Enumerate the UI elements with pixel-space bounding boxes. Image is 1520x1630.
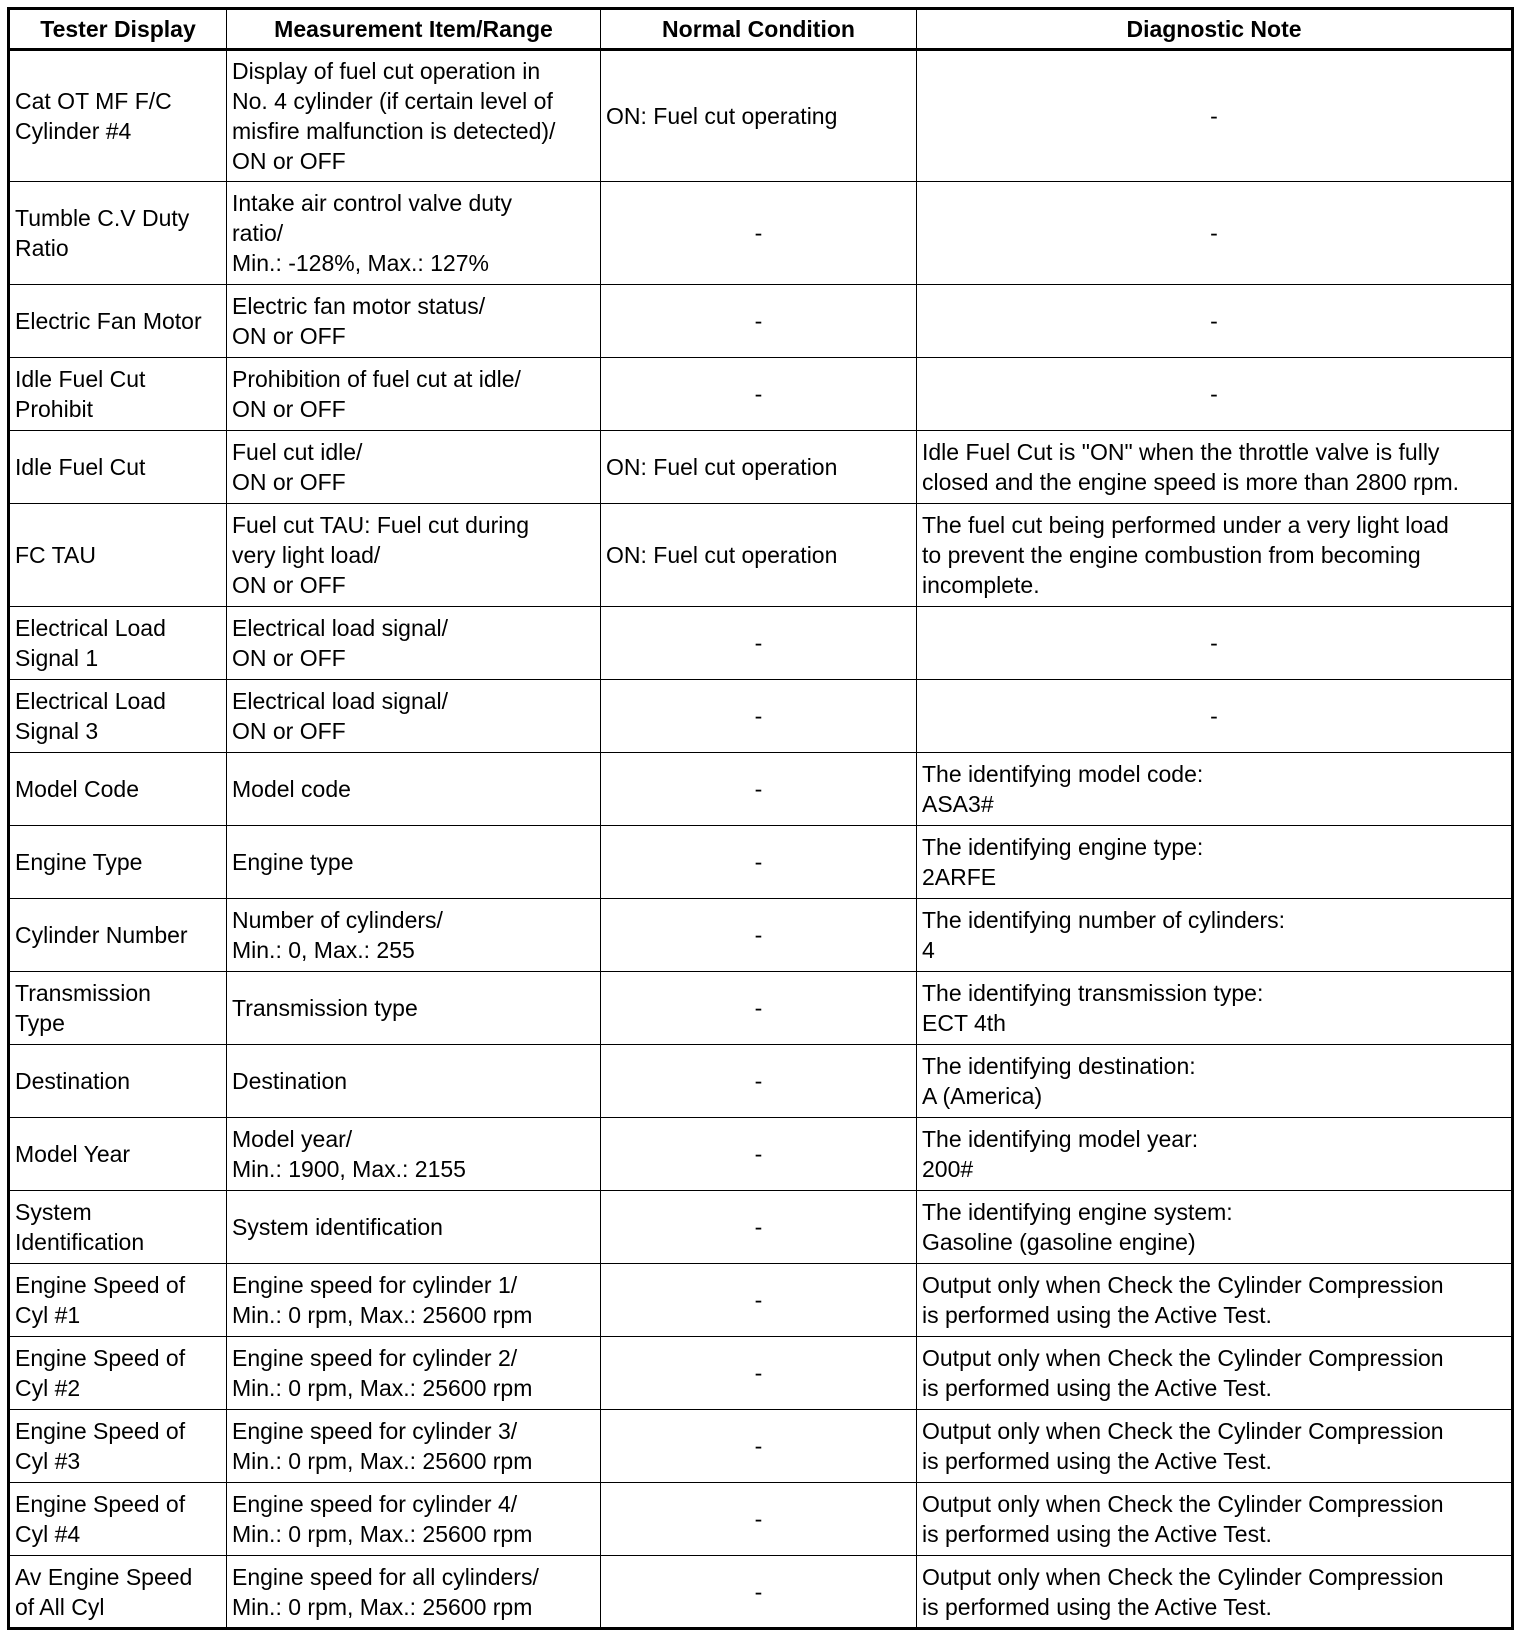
cell-tester-display: Model Year <box>9 1118 227 1191</box>
cell-normal-condition: - <box>601 182 917 285</box>
cell-normal-condition: - <box>601 680 917 753</box>
cell-measurement-item: System identification <box>227 1191 601 1264</box>
cell-measurement-item: Electrical load signal/ ON or OFF <box>227 680 601 753</box>
data-table <box>7 7 1514 1630</box>
cell-diagnostic-note: The identifying model code: ASA3# <box>917 753 1513 826</box>
cell-measurement-item: Electrical load signal/ ON or OFF <box>227 607 601 680</box>
table-row <box>9 680 1513 753</box>
cell-tester-display: Model Code <box>9 753 227 826</box>
cell-measurement-item: Fuel cut TAU: Fuel cut during very light load/ ON or OFF <box>227 504 601 607</box>
cell-tester-display: FC TAU <box>9 504 227 607</box>
table-row <box>9 431 1513 504</box>
cell-tester-display: Electrical Load Signal 3 <box>9 680 227 753</box>
cell-normal-condition: - <box>601 1191 917 1264</box>
header-measurement-item: Measurement Item/Range <box>227 9 601 50</box>
table-row <box>9 1483 1513 1556</box>
table-row <box>9 1264 1513 1337</box>
cell-diagnostic-note: - <box>917 607 1513 680</box>
cell-tester-display: Cylinder Number <box>9 899 227 972</box>
cell-diagnostic-note: Output only when Check the Cylinder Compression is performed using the Active Test. <box>917 1264 1513 1337</box>
cell-measurement-item: Engine speed for all cylinders/ Min.: 0 rpm, Max.: 25600 rpm <box>227 1556 601 1629</box>
cell-normal-condition: - <box>601 899 917 972</box>
cell-measurement-item: Intake air control valve duty ratio/ Min.: -128%, Max.: 127% <box>227 182 601 285</box>
header-normal-condition: Normal Condition <box>601 9 917 50</box>
cell-normal-condition: - <box>601 1483 917 1556</box>
cell-diagnostic-note: - <box>917 680 1513 753</box>
cell-diagnostic-note: - <box>917 358 1513 431</box>
table-row <box>9 972 1513 1045</box>
cell-measurement-item: Prohibition of fuel cut at idle/ ON or OFF <box>227 358 601 431</box>
cell-normal-condition: ON: Fuel cut operating <box>601 50 917 182</box>
cell-normal-condition: - <box>601 1264 917 1337</box>
cell-measurement-item: Engine speed for cylinder 4/ Min.: 0 rpm, Max.: 25600 rpm <box>227 1483 601 1556</box>
cell-diagnostic-note: The fuel cut being performed under a very light load to prevent the engine combustion from becoming incomplete. <box>917 504 1513 607</box>
cell-measurement-item: Model code <box>227 753 601 826</box>
cell-normal-condition: - <box>601 1118 917 1191</box>
cell-tester-display: Tumble C.V Duty Ratio <box>9 182 227 285</box>
cell-normal-condition: - <box>601 1556 917 1629</box>
cell-diagnostic-note: Idle Fuel Cut is "ON" when the throttle valve is fully closed and the engine speed is more than 2800 rpm. <box>917 431 1513 504</box>
cell-measurement-item: Destination <box>227 1045 601 1118</box>
table-row <box>9 182 1513 285</box>
cell-diagnostic-note: Output only when Check the Cylinder Compression is performed using the Active Test. <box>917 1483 1513 1556</box>
cell-measurement-item: Transmission type <box>227 972 601 1045</box>
cell-tester-display: Engine Speed of Cyl #2 <box>9 1337 227 1410</box>
cell-normal-condition: - <box>601 972 917 1045</box>
table-row <box>9 504 1513 607</box>
table-row <box>9 1045 1513 1118</box>
cell-normal-condition: ON: Fuel cut operation <box>601 504 917 607</box>
cell-diagnostic-note: The identifying engine system: Gasoline (gasoline engine) <box>917 1191 1513 1264</box>
table-row <box>9 1410 1513 1483</box>
table-row <box>9 358 1513 431</box>
cell-diagnostic-note: The identifying engine type: 2ARFE <box>917 826 1513 899</box>
cell-diagnostic-note: Output only when Check the Cylinder Compression is performed using the Active Test. <box>917 1410 1513 1483</box>
cell-diagnostic-note: The identifying number of cylinders: 4 <box>917 899 1513 972</box>
cell-measurement-item: Engine speed for cylinder 3/ Min.: 0 rpm, Max.: 25600 rpm <box>227 1410 601 1483</box>
table-row <box>9 285 1513 358</box>
cell-normal-condition: - <box>601 1337 917 1410</box>
cell-measurement-item: Fuel cut idle/ ON or OFF <box>227 431 601 504</box>
cell-measurement-item: Display of fuel cut operation in No. 4 cylinder (if certain level of misfire malfunction is detected)/ ON or OFF <box>227 50 601 182</box>
cell-tester-display: Engine Speed of Cyl #4 <box>9 1483 227 1556</box>
header-tester-display: Tester Display <box>9 9 227 50</box>
cell-tester-display: Electric Fan Motor <box>9 285 227 358</box>
cell-tester-display: Idle Fuel Cut Prohibit <box>9 358 227 431</box>
cell-diagnostic-note: - <box>917 50 1513 182</box>
table-row <box>9 826 1513 899</box>
table-row <box>9 899 1513 972</box>
cell-diagnostic-note: - <box>917 182 1513 285</box>
cell-tester-display: Electrical Load Signal 1 <box>9 607 227 680</box>
table-row <box>9 1556 1513 1629</box>
cell-measurement-item: Engine speed for cylinder 2/ Min.: 0 rpm, Max.: 25600 rpm <box>227 1337 601 1410</box>
cell-tester-display: Cat OT MF F/C Cylinder #4 <box>9 50 227 182</box>
header-row <box>9 9 1513 50</box>
cell-diagnostic-note: The identifying model year: 200# <box>917 1118 1513 1191</box>
cell-tester-display: Av Engine Speed of All Cyl <box>9 1556 227 1629</box>
cell-tester-display: Destination <box>9 1045 227 1118</box>
cell-measurement-item: Engine type <box>227 826 601 899</box>
table-row <box>9 753 1513 826</box>
cell-measurement-item: Number of cylinders/ Min.: 0, Max.: 255 <box>227 899 601 972</box>
cell-normal-condition: - <box>601 285 917 358</box>
header-diagnostic-note: Diagnostic Note <box>917 9 1513 50</box>
cell-tester-display: System Identification <box>9 1191 227 1264</box>
cell-diagnostic-note: Output only when Check the Cylinder Compression is performed using the Active Test. <box>917 1556 1513 1629</box>
cell-tester-display: Idle Fuel Cut <box>9 431 227 504</box>
cell-diagnostic-note: - <box>917 285 1513 358</box>
cell-measurement-item: Model year/ Min.: 1900, Max.: 2155 <box>227 1118 601 1191</box>
cell-normal-condition: - <box>601 607 917 680</box>
cell-normal-condition: ON: Fuel cut operation <box>601 431 917 504</box>
cell-diagnostic-note: The identifying destination: A (America) <box>917 1045 1513 1118</box>
cell-measurement-item: Engine speed for cylinder 1/ Min.: 0 rpm, Max.: 25600 rpm <box>227 1264 601 1337</box>
cell-normal-condition: - <box>601 1045 917 1118</box>
cell-normal-condition: - <box>601 826 917 899</box>
cell-tester-display: Transmission Type <box>9 972 227 1045</box>
cell-tester-display: Engine Speed of Cyl #1 <box>9 1264 227 1337</box>
table-row <box>9 50 1513 182</box>
cell-normal-condition: - <box>601 1410 917 1483</box>
cell-normal-condition: - <box>601 753 917 826</box>
table-row <box>9 1191 1513 1264</box>
table-row <box>9 1118 1513 1191</box>
table-row <box>9 607 1513 680</box>
table-body <box>9 50 1513 1629</box>
cell-normal-condition: - <box>601 358 917 431</box>
cell-diagnostic-note: The identifying transmission type: ECT 4th <box>917 972 1513 1045</box>
cell-tester-display: Engine Speed of Cyl #3 <box>9 1410 227 1483</box>
cell-measurement-item: Electric fan motor status/ ON or OFF <box>227 285 601 358</box>
table-row <box>9 1337 1513 1410</box>
cell-tester-display: Engine Type <box>9 826 227 899</box>
cell-diagnostic-note: Output only when Check the Cylinder Compression is performed using the Active Test. <box>917 1337 1513 1410</box>
